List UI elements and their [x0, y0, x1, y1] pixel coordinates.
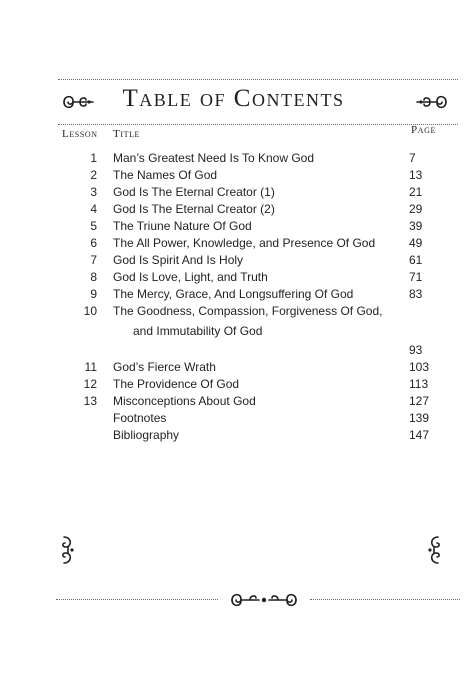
page-number: 139	[409, 411, 430, 425]
toc-entry	[0, 167, 467, 184]
lesson-number: 13	[83, 394, 97, 408]
toc-entry	[0, 150, 467, 167]
toc-entry	[0, 393, 467, 410]
lesson-number: 9	[90, 287, 97, 301]
header-dotted-rule	[58, 124, 458, 125]
page-number: 49	[409, 236, 423, 250]
page-number: 83	[409, 287, 423, 301]
page-number: 21	[409, 185, 423, 199]
toc-entry	[0, 359, 467, 376]
entry-title: God Is Love, Light, and Truth	[113, 270, 268, 284]
page-number: 29	[409, 202, 423, 216]
page-number: 93	[409, 343, 423, 357]
page-number: 61	[409, 253, 423, 267]
entry-title: God Is The Eternal Creator (1)	[113, 185, 275, 199]
page-number: 71	[409, 270, 423, 284]
page-title: Table of Contents	[122, 85, 345, 112]
toc-entry	[0, 252, 467, 269]
toc-entry	[0, 269, 467, 286]
entry-title: The Triune Nature Of God	[113, 219, 252, 233]
entry-title: God’s Fierce Wrath	[113, 360, 216, 374]
entry-title: The All Power, Knowledge, and Presence Of God	[113, 236, 376, 250]
lesson-number: 1	[90, 151, 97, 165]
entry-title: God Is Spirit And Is Holy	[113, 253, 244, 267]
flourish-ornament-icon	[424, 535, 444, 565]
column-header-page: Page	[411, 124, 436, 136]
lesson-number: 6	[90, 236, 97, 250]
page-number: 113	[409, 377, 429, 391]
entry-title: Footnotes	[113, 411, 167, 425]
toc-entry	[0, 218, 467, 235]
entry-title: God Is The Eternal Creator (2)	[113, 202, 275, 216]
toc-entry	[0, 376, 467, 393]
flourish-ornament-icon	[414, 91, 450, 113]
page-number: 7	[409, 151, 416, 165]
column-header-lesson: Lesson	[62, 128, 98, 140]
toc-entry	[0, 286, 467, 303]
entry-title: Bibliography	[113, 428, 180, 442]
lesson-number: 4	[90, 202, 97, 216]
entry-title: Man’s Greatest Need Is To Know God	[113, 151, 314, 165]
flourish-ornament-icon	[226, 590, 302, 610]
lesson-number: 8	[90, 270, 97, 284]
lesson-number: 3	[90, 185, 97, 199]
page-number: 103	[409, 360, 430, 374]
entry-title: Misconceptions About God	[113, 394, 256, 408]
toc-entry	[0, 410, 467, 427]
lesson-number: 12	[83, 377, 97, 391]
page-number: 127	[409, 394, 430, 408]
lesson-number: 5	[90, 219, 97, 233]
lesson-number: 11	[84, 360, 97, 374]
entry-title: The Providence Of God	[113, 377, 240, 391]
entry-title: The Names Of God	[113, 168, 218, 182]
toc-entry	[0, 235, 467, 252]
lesson-number: 10	[83, 304, 97, 318]
toc-entry	[0, 201, 467, 218]
page-number: 13	[409, 168, 423, 182]
page-number: 39	[409, 219, 423, 233]
entry-title: The Mercy, Grace, And Longsuffering Of God	[113, 287, 354, 301]
lesson-number: 7	[90, 253, 97, 267]
bottom-dotted-rule-right	[310, 599, 460, 600]
lesson-number: 2	[90, 168, 97, 182]
bottom-dotted-rule-left	[56, 599, 218, 600]
flourish-ornament-icon	[58, 535, 78, 565]
column-header-title: Title	[113, 128, 141, 140]
toc-entry	[0, 427, 467, 444]
entry-title-continuation: and Immutability Of God	[133, 324, 263, 338]
toc-entry	[0, 303, 467, 320]
top-dotted-rule	[58, 79, 458, 80]
page-number: 147	[409, 428, 430, 442]
entry-title: The Goodness, Compassion, Forgiveness Of God,	[113, 304, 383, 318]
toc-entry-page-row	[0, 323, 467, 357]
toc-entry	[0, 184, 467, 201]
